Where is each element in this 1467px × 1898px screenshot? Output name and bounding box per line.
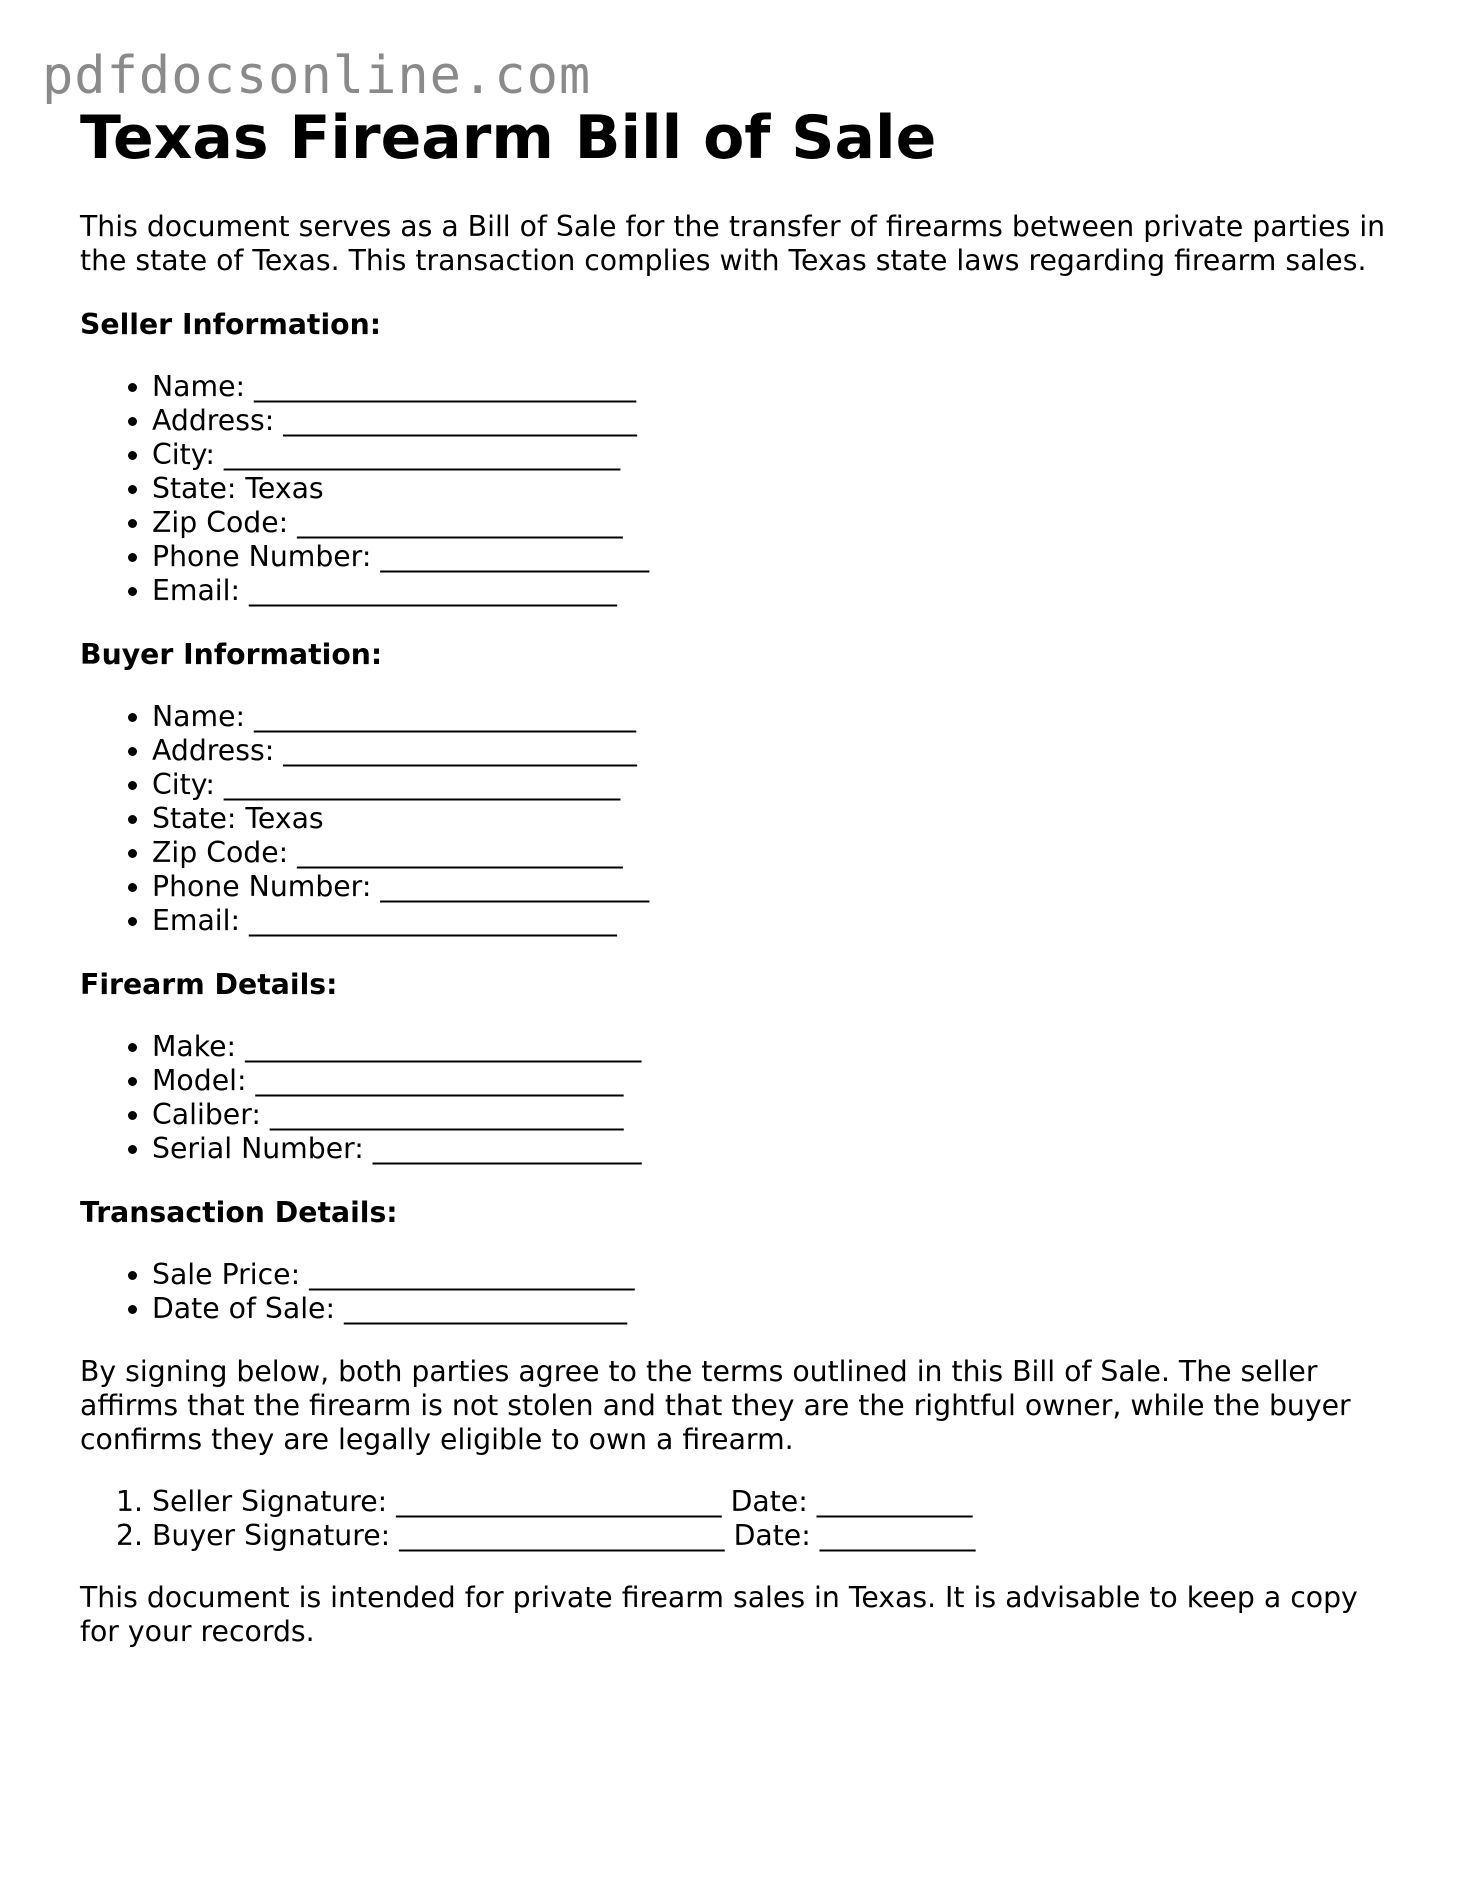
intro-paragraph: This document serves as a Bill of Sale for the transfer of firearms between private parties in the state of Texas. This transaction complies with Texas state laws regarding firearm sales.	[80, 210, 1386, 277]
buyer-signature-line: 2. Buyer Signature: _______________________ Date: ___________	[152, 1519, 1400, 1553]
buyer-name-field: • Name: ___________________________	[152, 700, 1400, 734]
watermark: pdfdocsonline.com	[42, 46, 592, 106]
seller-phone-field: • Phone Number: ___________________	[152, 540, 1400, 574]
transaction-fields	[80, 1258, 1400, 1326]
signature-list	[80, 1485, 1400, 1553]
seller-heading: Seller Information:	[80, 308, 382, 341]
seller-signature-line: 1. Seller Signature: _______________________ Date: ___________	[152, 1485, 1400, 1519]
document-body	[80, 98, 1400, 1649]
seller-email-field: • Email: __________________________	[152, 574, 1400, 608]
sale-date-field: • Date of Sale: ____________________	[152, 1292, 1400, 1326]
transaction-heading: Transaction Details:	[80, 1196, 398, 1229]
buyer-city-field: • City: ____________________________	[152, 768, 1400, 802]
seller-state-field: • State: Texas	[152, 472, 1400, 506]
sale-price-field: • Sale Price: _______________________	[152, 1258, 1400, 1292]
firearm-model-field: • Model: __________________________	[152, 1064, 1400, 1098]
buyer-fields	[80, 700, 1400, 938]
buyer-email-field: • Email: __________________________	[152, 904, 1400, 938]
agreement-paragraph: By signing below, both parties agree to the terms outlined in this Bill of Sale. The seller affirms that the firearm is not stolen and that they are the rightful owner, while the buyer confirms they are legally eligible to own a firearm.	[80, 1355, 1351, 1456]
firearm-serial-field: • Serial Number: ___________________	[152, 1132, 1400, 1166]
closing-note: This document is intended for private firearm sales in Texas. It is advisable to keep a copy for your records.	[80, 1581, 1358, 1648]
seller-address-field: • Address: _________________________	[152, 404, 1400, 438]
buyer-address-field: • Address: _________________________	[152, 734, 1400, 768]
buyer-phone-field: • Phone Number: ___________________	[152, 870, 1400, 904]
firearm-fields	[80, 1030, 1400, 1166]
buyer-zip-field: • Zip Code: _______________________	[152, 836, 1400, 870]
buyer-heading: Buyer Information:	[80, 638, 383, 671]
seller-zip-field: • Zip Code: _______________________	[152, 506, 1400, 540]
seller-name-field: • Name: ___________________________	[152, 370, 1400, 404]
seller-city-field: • City: ____________________________	[152, 438, 1400, 472]
document-title: Texas Firearm Bill of Sale	[80, 103, 937, 173]
buyer-state-field: • State: Texas	[152, 802, 1400, 836]
firearm-heading: Firearm Details:	[80, 968, 338, 1001]
firearm-caliber-field: • Caliber: _________________________	[152, 1098, 1400, 1132]
seller-fields	[80, 370, 1400, 608]
firearm-make-field: • Make: ____________________________	[152, 1030, 1400, 1064]
